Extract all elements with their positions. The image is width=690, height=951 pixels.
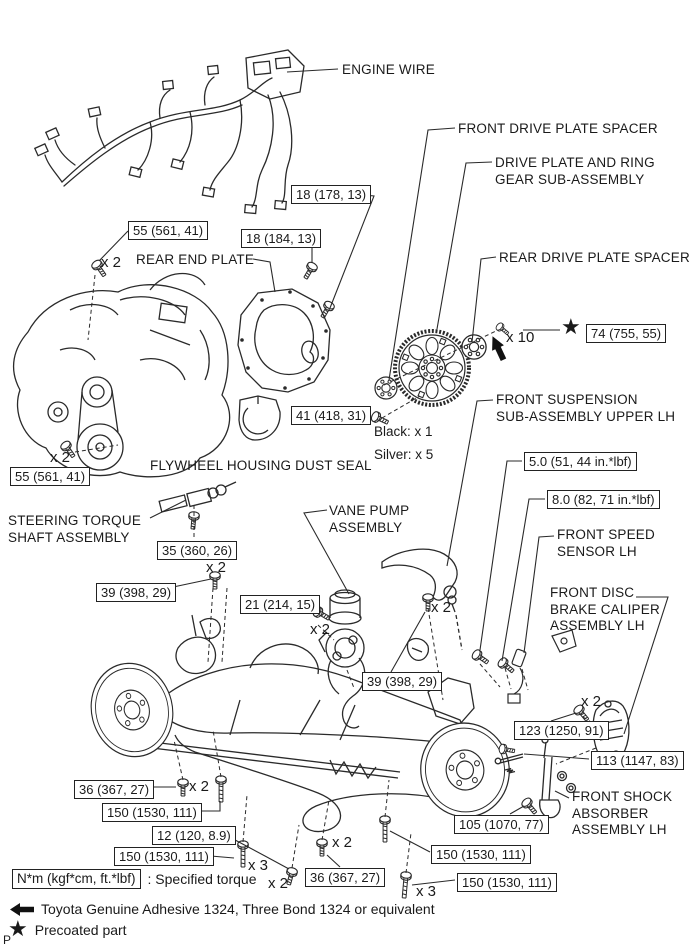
adhesive-arrow-icon: [10, 903, 34, 916]
count-marker: x 2: [268, 875, 289, 892]
count-marker: x 2: [332, 834, 353, 851]
drive-plate-art: [395, 331, 469, 405]
torque-spec-box: 123 (1250, 91): [514, 721, 609, 740]
torque-spec-box: 41 (418, 31): [291, 406, 371, 425]
label-front-shock-absorber: FRONT SHOCK ABSORBER ASSEMBLY LH: [572, 789, 673, 837]
color-note-silver: Silver: x 5: [374, 447, 434, 462]
dust-seal-art: [239, 396, 280, 440]
legend-precoated: [8, 917, 127, 942]
torque-spec-box: 55 (561, 41): [128, 221, 208, 240]
torque-spec-box: 150 (1530, 111): [457, 873, 557, 892]
torque-spec-box: 21 (214, 15): [240, 595, 320, 614]
label-steering-torque-shaft: STEERING TORQUE SHAFT ASSEMBLY: [8, 513, 142, 545]
vane-pump-art: [319, 590, 365, 728]
torque-spec-box: 39 (398, 29): [96, 583, 176, 602]
torque-spec-box: 36 (367, 27): [305, 868, 385, 887]
count-marker: x 2: [101, 254, 122, 271]
label-flywheel-housing-dust-seal: FLYWHEEL HOUSING DUST SEAL: [150, 458, 372, 473]
torque-spec-box: 74 (755, 55): [586, 324, 666, 343]
label-front-suspension-upper: FRONT SUSPENSION SUB-ASSEMBLY UPPER LH: [496, 392, 676, 424]
label-engine-wire: ENGINE WIRE: [342, 62, 435, 77]
torque-spec-box: 5.0 (51, 44 in.*lbf): [524, 452, 637, 471]
page-corner-letter: P: [3, 933, 12, 947]
rear-end-plate-art: [238, 289, 330, 392]
torque-spec-box: 35 (360, 26): [157, 541, 237, 560]
left-rotor-art: [81, 655, 182, 766]
torque-spec-box: 113 (1147, 83): [591, 751, 684, 770]
label-rear-end-plate: REAR END PLATE: [136, 252, 255, 267]
precoated-note-text: Precoated part: [34, 922, 127, 938]
torque-spec-box: 55 (561, 41): [10, 467, 90, 486]
precoated-star-icon: ★: [561, 315, 581, 340]
adhesive-note-text: Toyota Genuine Adhesive 1324, Three Bond 1324 or equivalent: [41, 901, 435, 917]
shock-art: [540, 737, 576, 818]
torque-spec-box: 105 (1070, 77): [454, 815, 549, 834]
count-marker: x 2: [431, 599, 452, 616]
torque-spec-box: 8.0 (82, 71 in.*lbf): [547, 490, 660, 509]
count-marker: x 2: [310, 621, 331, 638]
torque-spec-box: 150 (1530, 111): [114, 847, 214, 866]
engine-art: [14, 274, 230, 477]
rear-spacer-art: [462, 335, 486, 359]
count-marker: x 2: [189, 778, 210, 795]
label-rear-drive-plate-spacer: REAR DRIVE PLATE SPACER: [499, 250, 690, 265]
count-marker: x 2: [50, 449, 71, 466]
speed-sensor-art: [508, 630, 576, 703]
torque-meaning-text: : Specified torque: [147, 871, 257, 887]
torque-spec-box: 150 (1530, 111): [431, 845, 531, 864]
legend-torque: [12, 869, 256, 889]
legend-adhesive: [10, 901, 435, 917]
label-front-speed-sensor: FRONT SPEED SENSOR LH: [557, 527, 655, 559]
torque-spec-box: 150 (1530, 111): [102, 803, 202, 822]
engine-wire-art: [35, 50, 304, 214]
right-rotor-art: [413, 716, 516, 824]
torque-spec-box: 12 (120, 8.9): [152, 826, 236, 845]
torque-spec-box: 36 (367, 27): [74, 780, 154, 799]
torque-unit-box: N*m (kgf*cm, ft.*lbf): [12, 869, 141, 889]
torque-spec-box: 39 (398, 29): [362, 672, 442, 691]
label-vane-pump: VANE PUMP ASSEMBLY: [329, 503, 410, 535]
label-front-disc-brake-caliper: FRONT DISC BRAKE CALIPER ASSEMBLY LH: [550, 585, 660, 633]
leader-lines: [99, 69, 668, 885]
count-marker: x 10: [506, 329, 535, 346]
color-note-black: Black: x 1: [374, 424, 433, 439]
label-front-drive-plate-spacer: FRONT DRIVE PLATE SPACER: [458, 121, 658, 136]
torque-spec-box: 18 (184, 13): [241, 229, 321, 248]
precoated-star-icon: ★: [8, 917, 28, 942]
count-marker: x 3: [248, 857, 269, 874]
label-drive-plate-ring-gear: DRIVE PLATE AND RING GEAR SUB-ASSEMBLY: [495, 155, 655, 187]
count-marker: x 2: [206, 559, 227, 576]
torque-spec-box: 18 (178, 13): [291, 185, 371, 204]
count-marker: x 2: [581, 693, 602, 710]
count-marker: x 3: [416, 883, 437, 900]
